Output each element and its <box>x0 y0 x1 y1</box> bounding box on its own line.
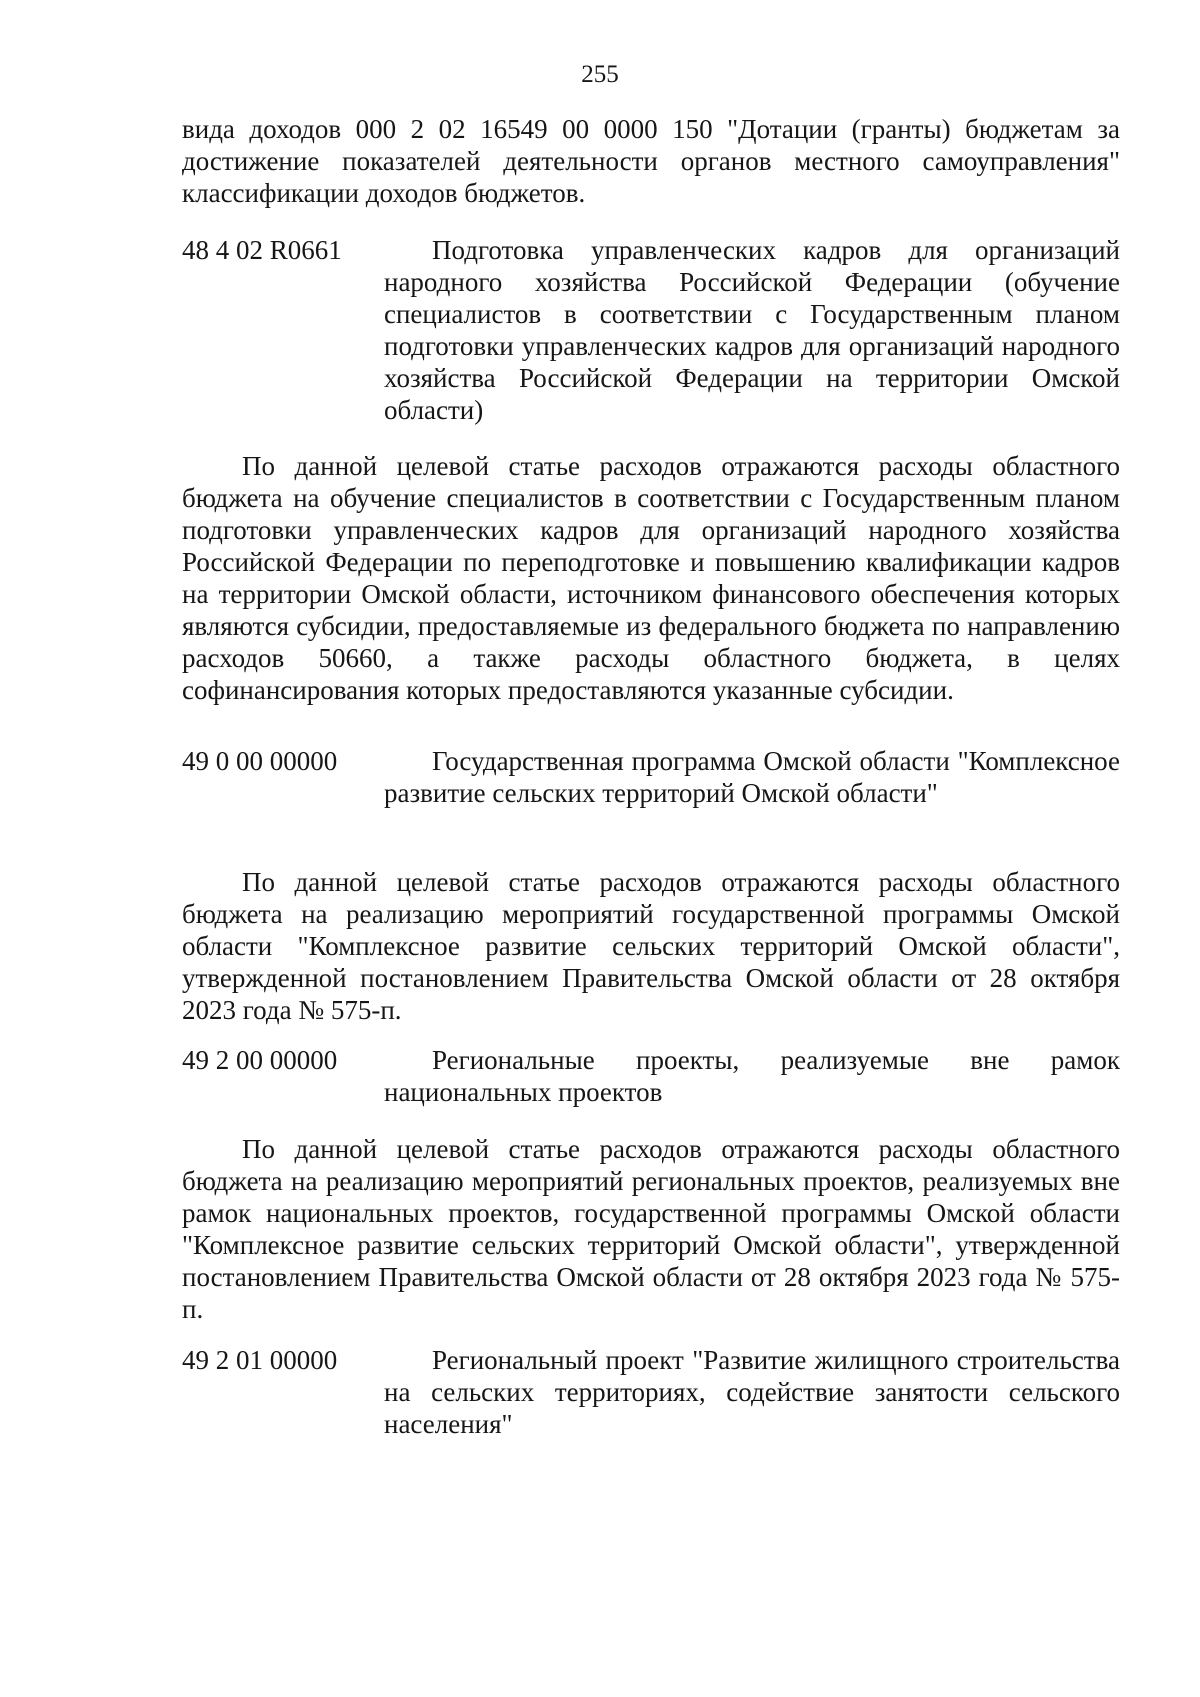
entry-code: 48 4 02 R0661 <box>182 235 342 265</box>
entry-title: Подготовка управленческих кадров для организаций народного хозяйства Российской Федерации (обучение специалистов в соответствии с Государственным планом подготовки управленческих кадров для организаций народного хозяйства Российской Федерации на территории Омской области) <box>384 235 1120 425</box>
page-number: 255 <box>581 61 619 88</box>
entry-description-block <box>182 1133 1120 1325</box>
entry-title: Региональный проект "Развитие жилищного строительства на сельских территориях, содействие занятости сельского населения" <box>384 1345 1120 1439</box>
entry-title: Региональные проекты, реализуемые вне рамок национальных проектов <box>384 1045 1120 1107</box>
entry-code: 49 2 00 00000 <box>182 1045 338 1075</box>
entry-49-0-00-00000 <box>182 745 1120 809</box>
entry-description-block <box>182 450 1120 706</box>
entry-description: По данной целевой статье расходов отражаются расходы областного бюджета на реализацию мероприятий региональных проектов, реализуемых вне рамок национальных проектов, государственной программы Омской области "Комплексное развитие сельских территорий Омской области", утвержденной постановлением Правительства Омской области от 28 октября 2023 года № 575-п. <box>182 1134 1120 1324</box>
entry-description: По данной целевой статье расходов отражаются расходы областного бюджета на реализацию мероприятий государственной программы Омской области "Комплексное развитие сельских территорий Омской области", утвержденной постановлением Правительства Омской области от 28 октября 2023 года № 575-п. <box>182 867 1120 1025</box>
entry-description-block <box>182 866 1120 1026</box>
entry-code: 49 2 01 00000 <box>182 1345 338 1375</box>
intro-paragraph: вида доходов 000 2 02 16549 00 0000 150 "Дотации (гранты) бюджетам за достижение показателей деятельности органов местного самоуправления" классификации доходов бюджетов. <box>182 114 1120 208</box>
entry-49-2-01-00000 <box>182 1344 1120 1440</box>
entry-title: Государственная программа Омской области "Комплексное развитие сельских территорий Омской области" <box>384 746 1120 808</box>
entry-48-4-02-r0661 <box>182 234 1120 426</box>
intro-paragraph-block <box>182 113 1120 209</box>
entry-code: 49 0 00 00000 <box>182 746 338 776</box>
entry-description: По данной целевой статье расходов отражаются расходы областного бюджета на обучение специалистов в соответствии с Государственным планом подготовки управленческих кадров для организаций народного хозяйства Российской Федерации по переподготовке и повышению квалификации кадров на территории Омской области, источником финансового обеспечения которых являются субсидии, предоставляемые из федерального бюджета по направлению расходов 50660, а также расходы областного бюджета, в целях софинансирования которых предоставляются указанные субсидии. <box>182 451 1120 705</box>
entry-49-2-00-00000 <box>182 1044 1120 1108</box>
